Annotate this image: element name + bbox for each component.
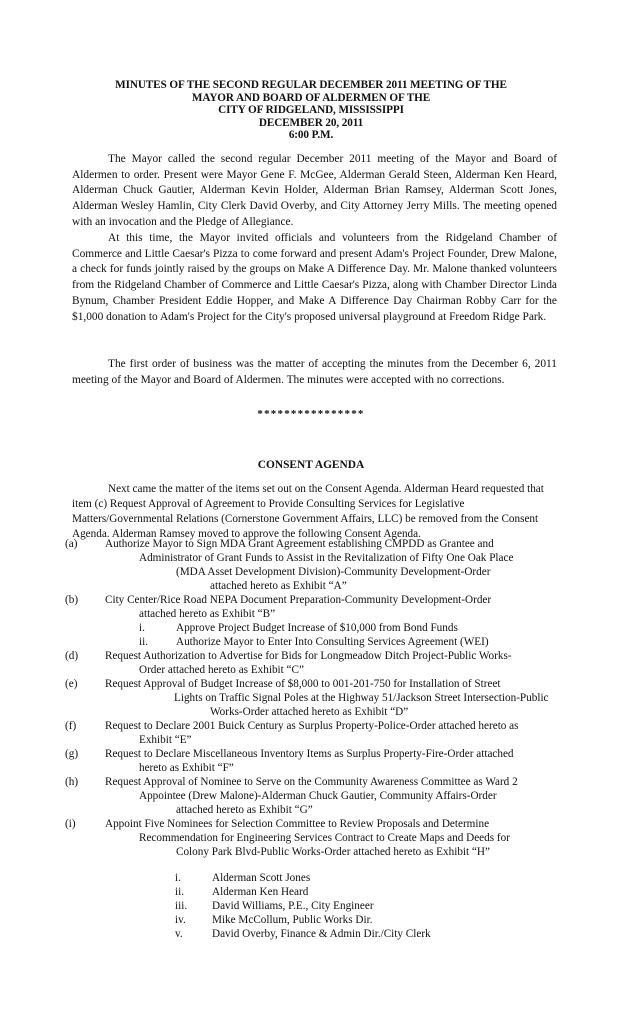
subitem-number: iii.: [175, 900, 188, 912]
item-line: Request to Declare Miscellaneous Inventory Items as Surplus Property-Fire-Order attached: [105, 748, 514, 760]
item-line: Works-Order attached hereto as Exhibit “D”: [210, 706, 409, 718]
item-label: (i): [65, 818, 76, 830]
subitem-text: David Williams, P.E., City Engineer: [212, 900, 374, 912]
item-label: (a): [65, 538, 78, 550]
item-line: Request to Declare 2001 Buick Century as Surplus Property-Police-Order attached hereto as: [105, 720, 519, 732]
subitem-number: i.: [139, 622, 145, 634]
subitem-number: v.: [175, 928, 183, 940]
item-label: (f): [65, 720, 77, 732]
item-label: (b): [65, 594, 79, 606]
consent-agenda-heading: CONSENT AGENDA: [257, 459, 365, 471]
header-line-2: MAYOR AND BOARD OF ALDERMEN OF THE: [191, 91, 431, 104]
consent-agenda-intro: Next came the matter of the items set out on the Consent Agenda. Alderman Heard requested that item (c) Request Approval of Agreement to Provide Consulting Services for Legislative Matters/Governmental Relations (Cornerstone Government Affairs, LLC) be removed from the Consent Agenda. Alderman Ramsey moved to approve the following Consent Agenda.: [72, 483, 544, 541]
subitem-number: i.: [175, 872, 181, 884]
item-line: Request Authorization to Advertise for Bids for Longmeadow Ditch Project-Public Works-: [105, 650, 512, 662]
header-line-1: MINUTES OF THE SECOND REGULAR DECEMBER 2011 MEETING OF THE: [115, 79, 507, 91]
paragraph-presentation: At this time, the Mayor invited officials and volunteers from the Ridgeland Chamber of Commerce and Little Caesar's Pizza to come forward and present Adam's Project Founder, Drew Malone, a check for funds jointly raised by the groups on Make A Difference Day. Mr. Malone thanked volunteers from the Ridgeland Chamber of Commerce and Little Caesar's Pizza, along with Chamber Director Linda Bynum, Chamber President Eddie Hopper, and Make A Difference Day Chairman Robby Carr for the $1,000 donation to Adam's Project for the City's proposed universal playground at Freedom Ridge Park.: [72, 232, 557, 323]
item-line: Lights on Traffic Signal Poles at the Highway 51/Jackson Street Intersection-Public: [174, 692, 549, 704]
item-line: Exhibit “E”: [139, 734, 192, 746]
header-line-3: CITY OF RIDGELAND, MISSISSIPPI: [218, 104, 404, 117]
meeting-time: 6:00 P.M.: [288, 129, 334, 142]
item-line: (MDA Asset Development Division)-Community Development-Order: [176, 566, 491, 578]
item-line: Colony Park Blvd-Public Works-Order attached hereto as Exhibit “H”: [176, 846, 490, 858]
item-line: Authorize Mayor to Sign MDA Grant Agreement establishing CMPDD as Grantee and: [105, 538, 494, 550]
item-line: hereto as Exhibit “F”: [139, 762, 234, 774]
subitem-number: ii.: [175, 886, 185, 898]
subitem-text: Approve Project Budget Increase of $10,000 from Bond Funds: [176, 622, 458, 634]
subitem-number: ii.: [139, 636, 149, 648]
subitem-number: iv.: [175, 914, 186, 926]
item-line: Administrator of Grant Funds to Assist in the Revitalization of Fifty One Oak Place: [139, 552, 514, 564]
item-line: Recommendation for Engineering Services Contract to Create Maps and Deeds for: [139, 832, 510, 844]
paragraph-call-to-order: The Mayor called the second regular December 2011 meeting of the Mayor and Board of Aldermen to order. Present were Mayor Gene F. McGee, Alderman Gerald Steen, Alderman Ken Heard, Alderman Chuck Gautier, Alderman Kevin Holder, Alderman Brian Ramsey, Alderman Scott Jones, Alderman Wesley Hamlin, City Clerk David Overby, and City Attorney Jerry Mills. The meeting opened with an invocation and the Pledge of Allegiance.: [72, 153, 557, 228]
item-label: (e): [65, 678, 78, 690]
section-separator: ****************: [257, 408, 365, 420]
item-line: City Center/Rice Road NEPA Document Preparation-Community Development-Order: [105, 594, 492, 606]
item-line: Request Approval of Nominee to Serve on the Community Awareness Committee as Ward 2: [105, 776, 518, 788]
paragraph-minutes-accepted: The first order of business was the matter of accepting the minutes from the December 6, 2011 meeting of the Mayor and Board of Aldermen. The minutes were accepted with no corrections.: [72, 358, 557, 386]
document-header: [60, 79, 562, 142]
item-line: attached hereto as Exhibit “A”: [210, 580, 347, 592]
item-line: Request Approval of Budget Increase of $8,000 to 001-201-750 for Installation of Street: [105, 678, 501, 690]
item-line: attached hereto as Exhibit “B”: [139, 608, 276, 620]
item-line: attached hereto as Exhibit “G”: [176, 804, 313, 816]
item-line: Appoint Five Nominees for Selection Committee to Review Proposals and Determine: [105, 818, 490, 830]
item-label: (d): [65, 650, 79, 662]
item-label: (h): [65, 776, 79, 788]
subitem-text: Alderman Ken Heard: [212, 886, 309, 898]
subitem-text: David Overby, Finance & Admin Dir./City Clerk: [212, 928, 431, 940]
item-line: Appointee (Drew Malone)-Alderman Chuck Gautier, Community Affairs-Order: [139, 790, 497, 802]
subitem-text: Alderman Scott Jones: [212, 872, 311, 884]
subitem-text: Mike McCollum, Public Works Dir.: [212, 914, 373, 926]
item-line: Order attached hereto as Exhibit “C”: [139, 664, 304, 676]
item-label: (g): [65, 748, 79, 760]
meeting-date: DECEMBER 20, 2011: [258, 116, 364, 129]
subitem-text: Authorize Mayor to Enter Into Consulting Services Agreement (WEI): [176, 636, 489, 648]
